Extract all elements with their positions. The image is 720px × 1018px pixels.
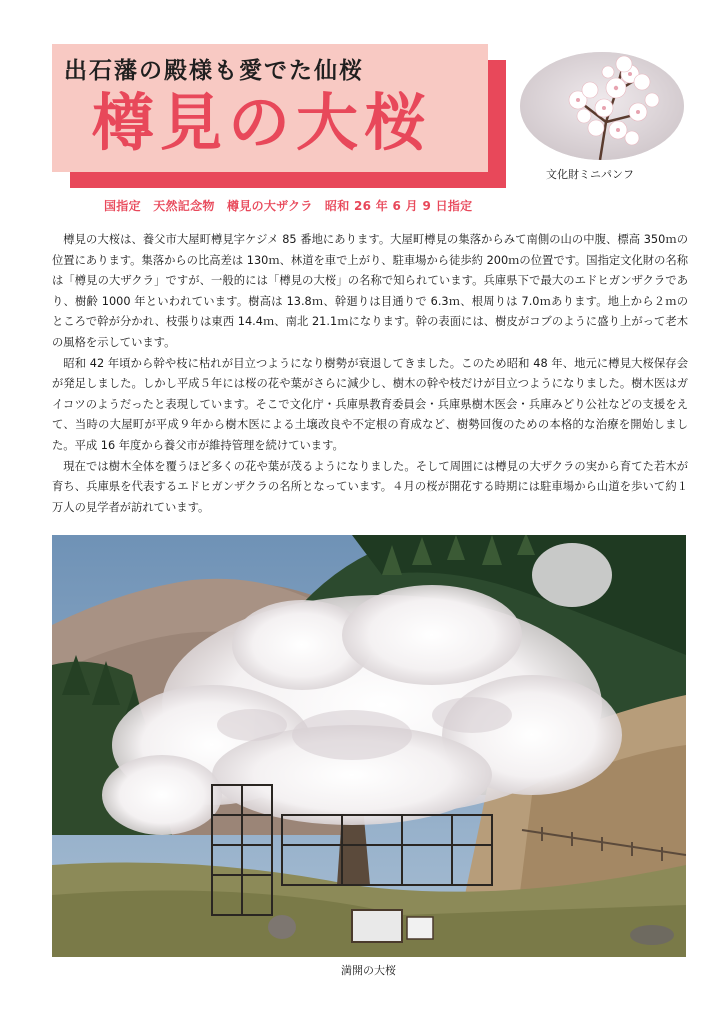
paragraph-2: 昭和 42 年頃から幹や枝に枯れが目立つようになり樹勢が衰退してきました。このため昭和 48 年、地元に樽見大桜保存会が発足しました。しかし平成５年には桜の花や葉がさらに減少し、樹木の幹や枝だけが目立つようになりました。樹木医はガイコツのようだったと表現しています。そこで文化庁・兵庫県教育委員会・兵庫県樹木医会・兵庫みどり公社などの支援をえて、当時の大屋町が平成９年から樹木医による土壌改良や不定根の育成など、樹勢回復のための本格的な治療を開始しました。平成 16 年度から養父市が維持管理を続けています。: [52, 356, 688, 452]
page-title: 樽見の大桜: [92, 86, 433, 159]
blossom-closeup-photo: [520, 52, 684, 160]
blossom-closeup-image: [520, 52, 684, 160]
cherry-tree-photo: [52, 535, 686, 957]
oval-photo-caption: 文化財ミニパンフ: [546, 168, 634, 181]
paragraph-3: 現在では樹木全体を覆うほど多くの花や葉が茂るようになりました。そして周囲には樽見の大ザクラの実から育てた若木が育ち、兵庫県を代表するエドヒガンザクラの名所となっています。４月の桜が開花する時期には駐車場から山道を歩いて約１万人の見学者が訪れています。: [52, 459, 688, 514]
designation-line: 国指定 天然記念物 樽見の大ザクラ 昭和 26 年 6 月 9 日指定: [104, 199, 473, 213]
main-photo: [52, 535, 686, 957]
body-text: [52, 230, 688, 518]
paragraph-1: 樽見の大桜は、養父市大屋町樽見字ケジメ 85 番地にあります。大屋町樽見の集落からみて南側の山の中腹、標高 350ｍの位置にあります。集落からの比高差は 130ｍ、林道を車で上がり、駐車場から徒歩約 200ｍの位置です。国指定文化財の名称は「樽見の大ザクラ」ですが、一般的には「樽見の大桜」の名称で知られています。兵庫県下で最大のエドヒガンザクラであり、樹齢 1000 年といわれています。樹高は 13.8ｍ、幹廻りは目通りで 6.3ｍ、根周りは 7.0ｍあります。地上から２ｍのところで幹が分かれ、枝張りは東西 14.4ｍ、南北 21.1ｍになります。幹の表面には、樹皮がコブのように盛り上がって老木の風格を示しています。: [52, 233, 688, 349]
subtitle: 出石藩の殿様も愛でた仙桜: [64, 57, 364, 84]
main-photo-caption: 満開の大桜: [341, 964, 396, 977]
